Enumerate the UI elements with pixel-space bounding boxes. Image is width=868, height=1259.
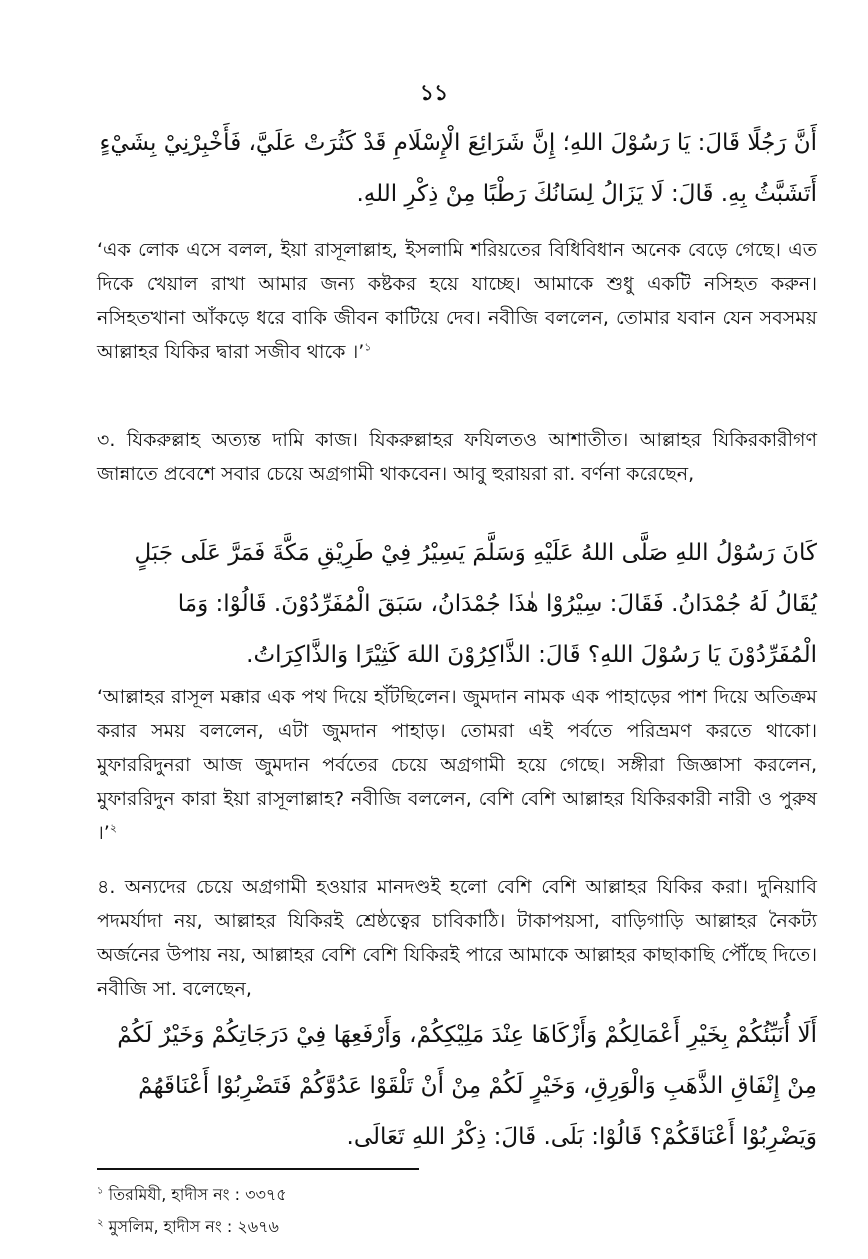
bangla-translation-1 <box>97 233 817 369</box>
footnote-2-marker: ২ <box>97 1217 104 1229</box>
arabic-hadith-2: كَانَ رَسُوْلُ اللهِ صَلَّى اللهُ عَلَيْهِ وَسَلَّمَ يَسِيْرُ فِيْ طَرِيْقِ مَكَّةَ فَمَرَّ عَلَى جَبَلٍ يُقَالُ لَهُ جُمْدَانُ. فَقَالَ: سِيْرُوْا هٰذَا جُمْدَانُ، سَبَقَ الْمُفَرِّدُوْنَ. قَالُوْا: وَمَا الْمُفَرِّدُوْنَ يَا رَسُوْلَ اللهِ؟ قَالَ: الذَّاكِرُوْنَ اللهَ كَثِيْرًا وَالذَّاكِرَاتُ. <box>134 540 817 668</box>
arabic-hadith-3: أَلَا أُنَبِّئُكُمْ بِخَيْرِ أَعْمَالِكُمْ وَأَزْكَاهَا عِنْدَ مَلِيْكِكُمْ، وَأَرْفَعِهَا فِيْ دَرَجَاتِكُمْ وَخَيْرٌ لَكُمْ مِنْ إِنْفَاقِ الذَّهَبِ وَالْوَرِقِ، وَخَيْرٍ لَكُمْ مِنْ أَنْ تَلْقَوْا عَدُوَّكُمْ فَتَضْرِبُوْا أَعْنَاقَهُمْ وَيَضْرِبُوْا أَعْنَاقَكُمْ؟ قَالُوْا: بَلَى. قَالَ: ذِكْرُ اللهِ تَعَالَى. <box>117 1022 817 1150</box>
bangla-translation-2-text: ‘আল্লাহর রাসূল মক্কার এক পথ দিয়ে হাঁটছিলেন। জুমদান নামক এক পাহাড়ের পাশ দিয়ে অতিক্রম করার সময় বললেন, এটা জুমদান পাহাড়। তোমরা এই পর্বতে পরিভ্রমণ করতে থাকো। মুফাররিদুনরা আজ জুমদান পর্বতের চেয়ে অগ্রগামী হয়ে গেছে। সঙ্গীরা জিজ্ঞাসা করলেন, মুফাররিদুন কারা ইয়া রাসূলাল্লাহ? নবীজি বললেন, বেশি বেশি আল্লাহর যিকিরকারী নারী ও পুরুষ ।’ <box>97 686 817 844</box>
bangla-translation-2 <box>97 680 817 850</box>
footnote-2 <box>97 1215 279 1239</box>
footnote-1-text: তিরমিযী, হাদীস নং : ৩৩৭৫ <box>108 1185 287 1204</box>
footnote-ref-1: ১ <box>364 340 372 354</box>
page-number: ১১ <box>419 81 449 106</box>
bangla-translation-1-text: ‘এক লোক এসে বলল, ইয়া রাসূলাল্লাহ, ইসলামি শরিয়তের বিধিবিধান অনেক বেড়ে গেছে। এত দিকে খেয়াল রাখা আমার জন্য কষ্টকর হয়ে যাচ্ছে। আমাকে শুধু একটি নসিহত করুন। নসিহতখানা আঁকড়ে ধরে বাকি জীবন কাটিয়ে দেব। নবীজি বললেন, তোমার যবান যেন সবসময় আল্লাহর যিকির দ্বারা সজীব থাকে ।’ <box>97 239 817 363</box>
paragraph-point-4: ৪. অন্যদের চেয়ে অগ্রগামী হওয়ার মানদণ্ডই হলো বেশি বেশি আল্লাহর যিকির করা। দুনিয়াবি পদমর্যাদা নয়, আল্লাহর যিকিরই শ্রেষ্ঠত্বের চাবিকাঠি। টাকাপয়সা, বাড়িগাড়ি আল্লাহর নৈকট্য অর্জনের উপায় নয়, আল্লাহর বেশি বেশি যিকিরই পারে আমাকে আল্লাহর কাছাকাছি পৌঁছে দিতে। নবীজি সা. বলেছেন, <box>97 876 817 1000</box>
footnote-1 <box>97 1183 287 1207</box>
footnote-2-text: মুসলিম, হাদীস নং : ২৬৭৬ <box>108 1217 279 1236</box>
footnote-divider <box>97 1168 419 1170</box>
footnote-ref-2: ২ <box>109 821 117 835</box>
arabic-hadith-1: أَنَّ رَجُلًا قَالَ: يَا رَسُوْلَ اللهِ؛ إِنَّ شَرَائِعَ الْإِسْلَامِ قَدْ كَثُرَتْ عَلَيَّ، فَأَخْبِرْنِيْ بِشَيْءٍ أَتَشَبَّثُ بِهِ. قَالَ: لَا يَزَالُ لِسَانُكَ رَطْبًا مِنْ ذِكْرِ اللهِ. <box>99 130 817 207</box>
footnote-1-marker: ১ <box>97 1185 104 1197</box>
paragraph-point-3: ৩. যিকরুল্লাহ অত্যন্ত দামি কাজ। যিকরুল্লাহর ফযিলতও আশাতীত। আল্লাহর যিকিরকারীগণ জান্নাতে প্রবেশে সবার চেয়ে অগ্রগামী থাকবেন। আবু হুরায়রা রা. বর্ণনা করেছেন, <box>97 429 817 485</box>
